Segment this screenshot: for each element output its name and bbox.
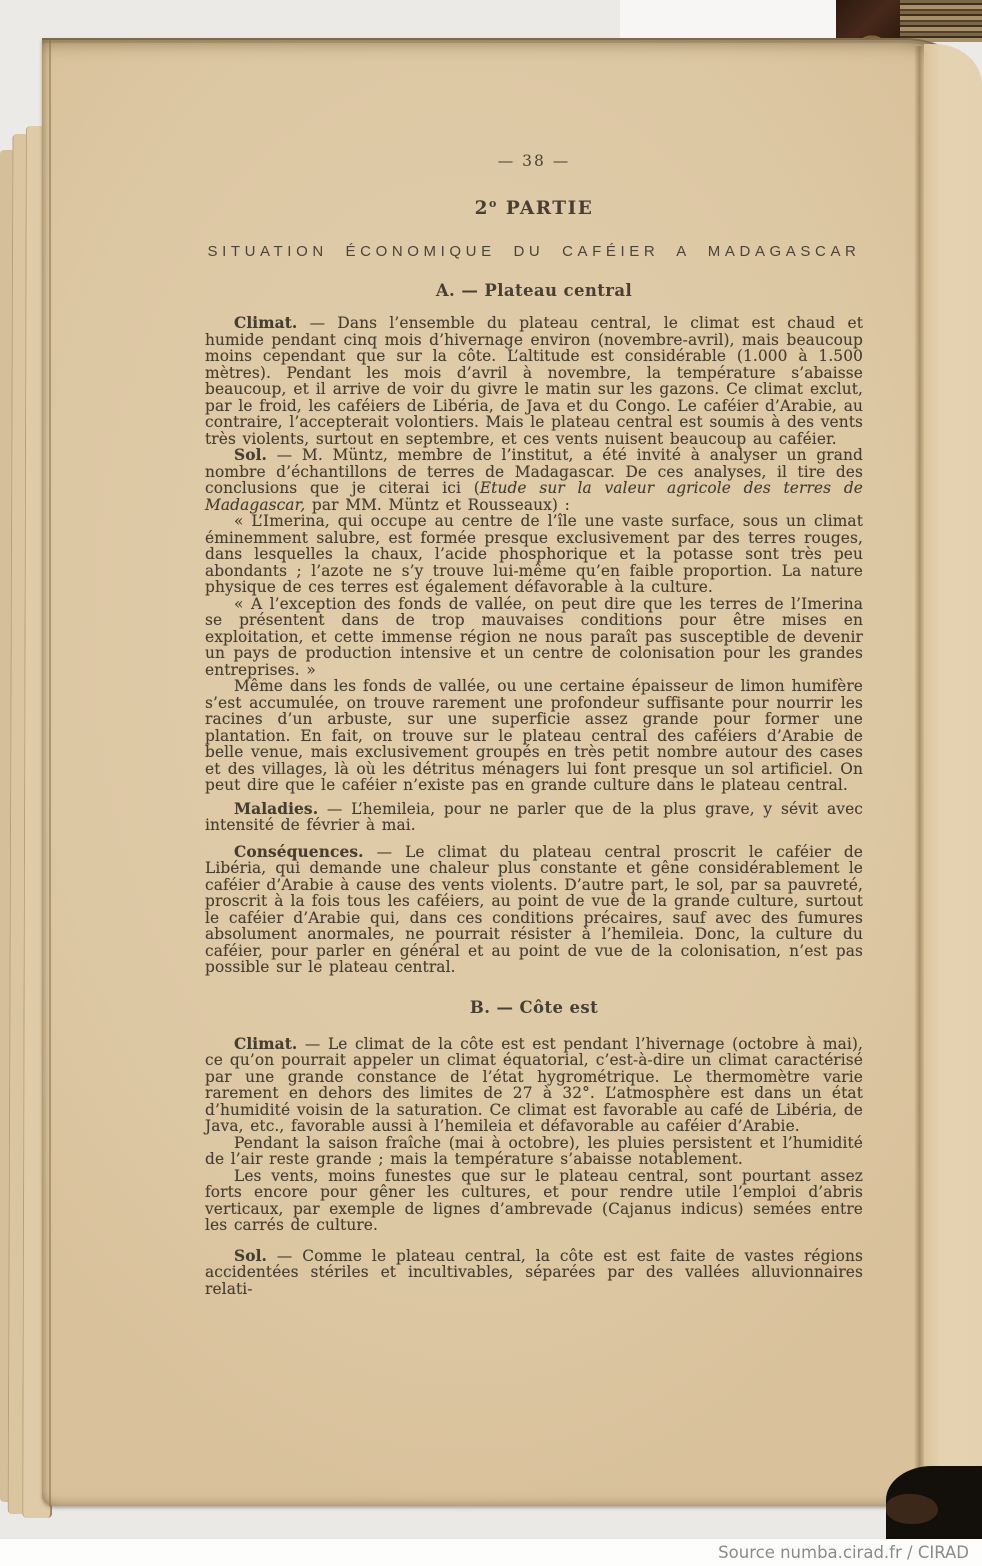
page-number: — 38 — — [497, 152, 571, 170]
part-ordinal-sup: o — [489, 197, 498, 210]
paragraph: « A l’exception des fonds de vallée, on peut dire que les terres de l’Imerina se présentent dans de trop mauvaises conditions pour être mises en exploitation, et cette immense région ne nous paraît pas susceptible de devenir un pays de production intensive et un centre de colonisation pour les grandes entreprises. » — [205, 594, 863, 679]
paragraph: « L’Imerina, qui occupe au centre de l’île une vaste surface, sous un climat éminemment salubre, est formée presque exclusivement par des terres rouges, dans lesquelles la chaux, l’acide phosphorique et la potasse sont très peu abondants ; l’azote ne s’y trouve lui-même qu’en faible proportion. La nature physique de ces terres est également défavorable à la culture. — [205, 512, 863, 597]
paragraph: Pendant la saison fraîche (mai à octobre), les pluies persistent et l’humidité de l’air reste grande ; mais la température s’abaisse notablement. — [205, 1133, 863, 1169]
book-cover-worn-spot — [886, 1494, 938, 1524]
paragraph: Climat. — Dans l’ensemble du plateau central, le climat est chaud et humide pendant cinq mois d’hivernage environ (novembre-avril), mais beaucoup moins cependant que sur la côte. L’altitude est considérable (1.000 à 1.500 mètres). Pendant les mois d’avril à novembre, la température s’abaisse beaucoup, et il arrive de voir du givre le matin sur les gazons. Ce climat exclut, par le froid, les caféiers de Libéria, de Java et du Congo. Le caféier d’Arabie, au contraire, l’accepterait volontiers. Mais le plateau central est soumis à des vents très violents, surtout en septembre, et ces vents nuisent beaucoup au caféier. — [205, 314, 863, 448]
paragraph: Sol. — Comme le plateau central, la côte est est faite de vastes régions accidentées stériles et incultivables, séparées par des vallées alluvionnaires relati- — [205, 1246, 863, 1298]
paragraph: Conséquences. — Le climat du plateau central proscrit le caféier de Libéria, qui demande une chaleur plus constante et gêne considérablement le caféier d’Arabie à cause des vents violents. D’autre part, le sol, par sa pauvreté, proscrit à la fois tous les caféiers, au point de vue de la grande culture, surtout le caféier d’Arabie qui, dans ces conditions précaires, sauf avec des fumures absolument anormales, ne pourrait résister à l’hemileia. Donc, la culture du caféier, pour parler en général et au point de vue de la colonisation, n’est pas possible sur le plateau central. — [205, 842, 863, 977]
facing-page — [924, 44, 982, 1500]
page-content — [205, 40, 863, 1297]
paragraph: Même dans les fonds de vallée, ou une certaine épaisseur de limon humifère s’est accumulée, on trouve rarement une profondeur suffisante pour nourrir les racines d’un arbuste, sur une superficie assez grande pour former une plantation. En fait, on trouve sur le plateau central des caféiers d’Arabie de belle venue, mais exclusivement groupés en très petit nombre autour des cases et des villages, là où les détritus ménagers lui font presque un sol artificiel. On peut dire que le caféier n’existe pas en grande culture dans le plateau central. — [205, 677, 863, 795]
part-number: 2 — [474, 198, 490, 220]
section-b-paragraphs — [205, 1036, 863, 1298]
page-fold-shadow — [914, 46, 924, 1498]
part-heading — [205, 197, 863, 219]
paragraph: Climat. — Le climat de la côte est est pendant l’hivernage (octobre à mai), ce qu’on pourrait appeler un climat équatorial, c’est-à-dire un climat caractérisé par une grande constance de l’état hygrométrique. Le thermomètre varie rarement en dehors des limites de 27 à 32°. L’atmosphère est dans un état d’humidité voisin de la saturation. Ce climat est favorable au café de Libéria, de Java, etc., favorable aussi à l’hemileia et défavorable au caféier d’Arabie. — [205, 1034, 863, 1136]
section-b-heading: B. — Côte est — [469, 997, 599, 1017]
background-highlight — [620, 0, 845, 40]
paragraph: Sol. — M. Müntz, membre de l’institut, a été invité à analyser un grand nombre d’échantillons de terres de Madagascar. De ces analyses, il tire des conclusions que je citerai ici (Etude sur la valeur agricole des terres de Madagascar, par MM. Müntz et Rousseaux) : — [205, 446, 863, 514]
paragraph: Maladies. — L’hemileia, pour ne parler que de la plus grave, y sévit avec intensité de février à mai. — [205, 799, 863, 835]
page-edge-line — [49, 40, 51, 1506]
part-label: PARTIE — [497, 198, 594, 220]
section-a-paragraphs — [205, 315, 863, 976]
section-a-heading: A. — Plateau central — [435, 281, 633, 301]
source-attribution-bar — [0, 1539, 982, 1566]
book-page — [42, 38, 982, 1506]
document-title: SITUATION ÉCONOMIQUE DU CAFÉIER A MADAGASCAR — [207, 243, 861, 261]
source-attribution-text: Source numba.cirad.fr / CIRAD — [718, 1543, 969, 1562]
paragraph: Les vents, moins funestes que sur le plateau central, sont pourtant assez forts encore pour gêner les cultures, et pour rendre utile l’emploi d’abris verticaux, par exemple de lignes d’ambrevade (Cajanus indicus) semées entre les carrés de culture. — [205, 1166, 863, 1235]
